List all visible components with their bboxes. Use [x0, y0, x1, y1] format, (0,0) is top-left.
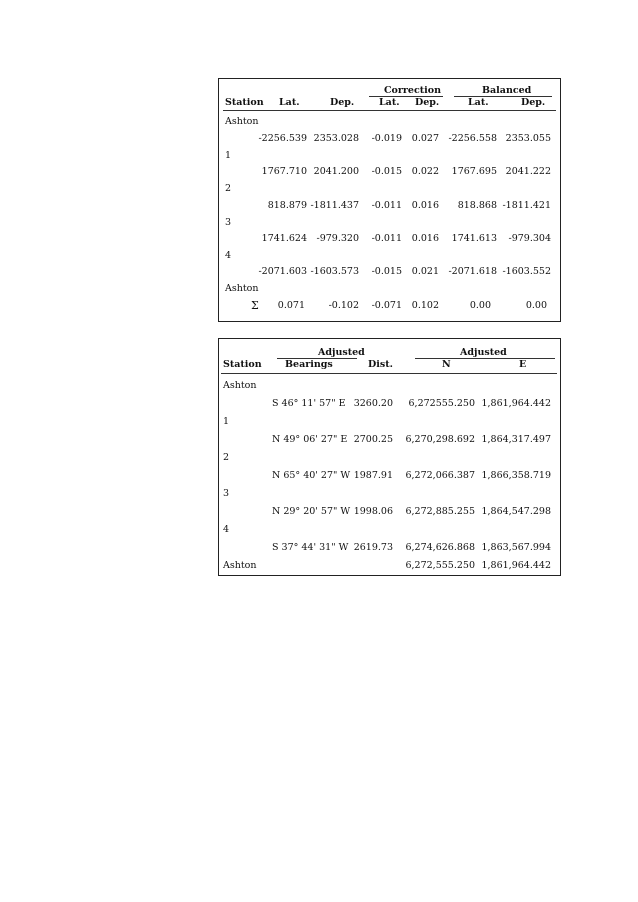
sum-balanced-lat-value: 0.00 [469, 300, 491, 311]
dist-header: Dist. [368, 359, 393, 370]
bearing-value: N 65° 40' 27" W [272, 470, 351, 481]
easting-value: 1,861,964.442 [481, 398, 551, 409]
correction-dep-value: 0.016 [411, 200, 439, 211]
station-label: 2 [225, 183, 232, 194]
correction-dep-value: 0.027 [411, 133, 439, 144]
dep-value: -979.320 [316, 233, 359, 244]
correction-dep-value: 0.016 [411, 233, 439, 244]
bearing-value: S 46° 11' 57" E [272, 398, 346, 409]
lat-value: -2071.603 [258, 266, 307, 277]
dep-header: Dep. [330, 97, 355, 108]
station-label: Ashton [225, 116, 259, 127]
station-label: 1 [225, 150, 232, 161]
station-label: Ashton [223, 560, 257, 571]
adjusted-bearings-header: Adjusted [318, 347, 365, 358]
correction-lat-value: -0.011 [371, 233, 402, 244]
balanced-dep-value: 2041.222 [505, 166, 551, 177]
balanced-lat-value: 818.868 [457, 200, 497, 211]
adjusted-bearings-rule [277, 358, 357, 359]
sum-correction-dep-value: 0.102 [411, 300, 439, 311]
lat-value: -2256.539 [258, 133, 307, 144]
correction-rule [369, 96, 443, 97]
easting-value: 1,864,547.298 [481, 506, 551, 517]
header-rule [221, 373, 557, 374]
correction-lat-value: -0.011 [371, 200, 402, 211]
correction-header: Correction [384, 85, 441, 96]
adjusted-coordinates-header: Adjusted [460, 347, 507, 358]
balanced-dep-value: -1603.552 [502, 266, 551, 277]
easting-value: 1,866,358.719 [481, 470, 551, 481]
correction-lat-value: -0.015 [371, 266, 402, 277]
distance-value: 1998.06 [353, 506, 393, 517]
station-header: Station [223, 359, 262, 370]
station-label: Ashton [223, 380, 257, 391]
bearing-value: N 29° 20' 57" W [272, 506, 351, 517]
balanced-rule [454, 96, 552, 97]
station-label: Ashton [225, 283, 259, 294]
lat-value: 1767.710 [261, 166, 307, 177]
station-label: 4 [225, 250, 232, 261]
balanced-lat-value: -2071.618 [448, 266, 497, 277]
final-northing-value: 6,272,555.250 [405, 560, 475, 571]
station-label: 3 [225, 217, 232, 228]
dep-value: 2041.200 [313, 166, 359, 177]
correction-lat-header: Lat. [379, 97, 400, 108]
lat-value: 818.879 [267, 200, 307, 211]
adjusted-coordinates-table [218, 338, 561, 576]
northing-value: 6,274,626.868 [405, 542, 475, 553]
sum-dep-value: -0.102 [328, 300, 359, 311]
correction-lat-value: -0.015 [371, 166, 402, 177]
distance-value: 1987.91 [353, 470, 393, 481]
balanced-dep-value: 2353.055 [505, 133, 551, 144]
distance-value: 2619.73 [353, 542, 393, 553]
station-header: Station [225, 97, 264, 108]
balanced-lat-header: Lat. [468, 97, 489, 108]
balanced-lat-value: -2256.558 [448, 133, 497, 144]
station-label: 2 [223, 452, 230, 463]
adjusted-coordinates-rule [415, 358, 555, 359]
dep-value: 2353.028 [313, 133, 359, 144]
final-easting-value: 1,861,964.442 [481, 560, 551, 571]
lat-header: Lat. [279, 97, 300, 108]
northing-value: 6,272,066.387 [405, 470, 475, 481]
balanced-dep-value: -979.304 [508, 233, 551, 244]
northing-value: 6,272,885.255 [405, 506, 475, 517]
bearing-value: N 49° 06' 27" E [272, 434, 348, 445]
sigma-symbol: Σ [251, 299, 259, 312]
station-label: 1 [223, 416, 230, 427]
dep-value: -1811.437 [310, 200, 359, 211]
balanced-dep-value: -1811.421 [502, 200, 551, 211]
sum-balanced-dep-value: 0.00 [525, 300, 547, 311]
lat-value: 1741.624 [261, 233, 307, 244]
sum-lat-value: 0.071 [277, 300, 305, 311]
e-header: E [519, 359, 527, 370]
bearings-header: Bearings [285, 359, 333, 370]
station-label: 4 [223, 524, 230, 535]
correction-dep-value: 0.022 [411, 166, 439, 177]
easting-value: 1,863,567.994 [481, 542, 551, 553]
sum-correction-lat-value: -0.071 [371, 300, 402, 311]
correction-dep-value: 0.021 [411, 266, 439, 277]
balanced-lat-value: 1767.695 [451, 166, 497, 177]
balanced-lat-value: 1741.613 [451, 233, 497, 244]
correction-lat-value: -0.019 [371, 133, 402, 144]
distance-value: 3260.20 [353, 398, 393, 409]
n-header: N [442, 359, 451, 370]
correction-dep-header: Dep. [415, 97, 440, 108]
northing-value: 6,272555.250 [408, 398, 475, 409]
balanced-dep-header: Dep. [521, 97, 546, 108]
balanced-header: Balanced [482, 85, 532, 96]
station-label: 3 [223, 488, 230, 499]
traverse-balance-table [218, 78, 561, 322]
dep-value: -1603.573 [310, 266, 359, 277]
header-rule [223, 110, 556, 111]
easting-value: 1,864,317.497 [481, 434, 551, 445]
bearing-value: S 37° 44' 31" W [272, 542, 349, 553]
distance-value: 2700.25 [353, 434, 393, 445]
northing-value: 6,270,298.692 [405, 434, 475, 445]
